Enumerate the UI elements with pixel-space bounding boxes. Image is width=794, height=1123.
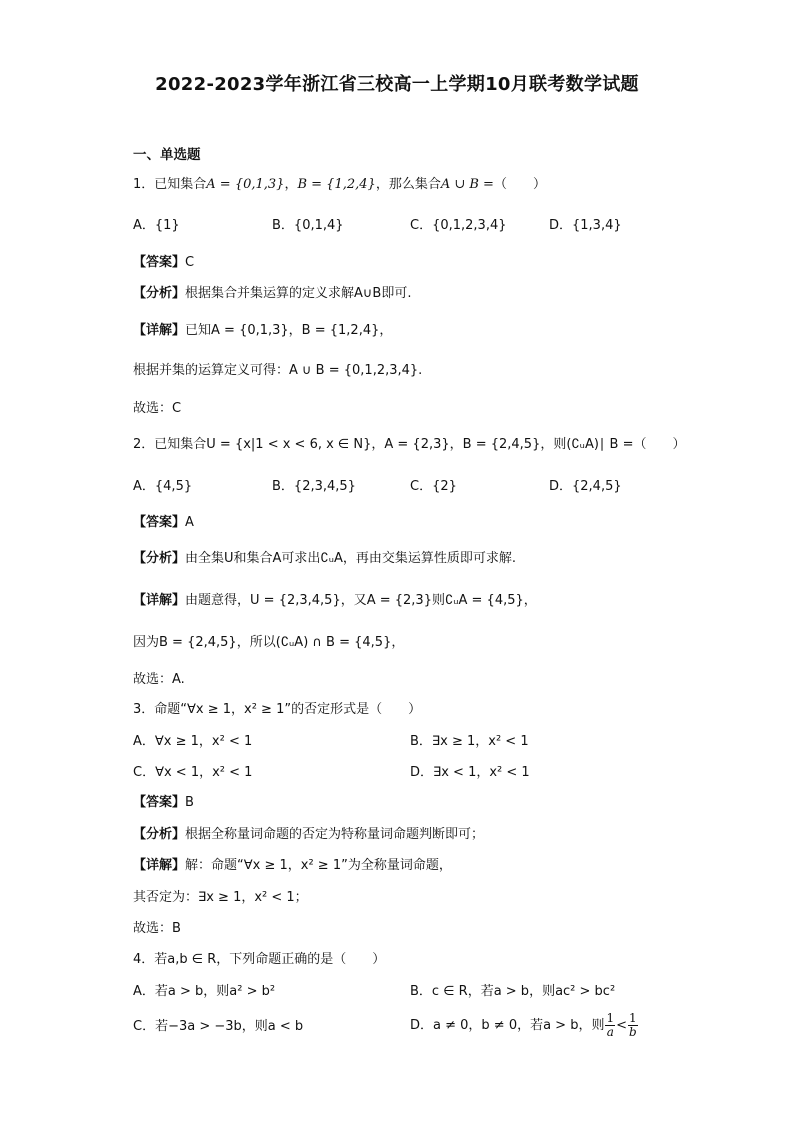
q4-option-b: B．c ∈ R，若a > b，则ac² > bc² [410, 984, 616, 999]
q1-paren: （ ） [493, 177, 546, 192]
question-1-stem: 1．已知集合A = {0,1,3}，B = {1,2,4}，那么集合A ∪ B =（ ） [133, 177, 546, 192]
q1-option-c: C．{0,1,2,3,4} [410, 218, 507, 233]
q4-option-d [410, 1012, 639, 1039]
q1-set-a: A = {0,1,3} [206, 177, 285, 192]
q2-analysis [133, 550, 516, 568]
q2-detail-text: 由题意得，U = {2,3,4,5}，又A = {2,3}则∁ᵤA = {4,5}， [185, 593, 537, 608]
q2-detail [133, 592, 537, 610]
q2-analysis-text: 由全集U和集合A可求出∁ᵤA，再由交集运算性质即可求解. [185, 551, 516, 566]
q3-choose: 故选：B [133, 921, 181, 936]
q1-prefix: 1．已知集合 [133, 177, 207, 192]
q1-detail [133, 322, 392, 340]
q1-detail-2: 根据并集的运算定义可得：A ∪ B = {0,1,2,3,4}. [133, 363, 423, 378]
q1-option-b: B．{0,1,4} [272, 218, 344, 233]
detail-tag: 【详解】 [133, 858, 186, 873]
q3-detail-text: 解：命题“∀x ≥ 1，x² ≥ 1”为全称量词命题， [185, 858, 452, 873]
question-4-stem: 4．若a,b ∈ R，下列命题正确的是（ ） [133, 952, 386, 967]
fraction-denominator: a [606, 1025, 614, 1039]
q2-option-c: C．{2} [410, 479, 457, 494]
q1-answer-value: C [185, 255, 195, 270]
q4-option-a: A．若a > b，则a² > b² [133, 984, 276, 999]
q1-option-d: D．{1,3,4} [549, 218, 622, 233]
q1-set-b: B = {1,2,4} [297, 177, 376, 192]
page-title: 2022-2023学年浙江省三校高一上学期10月联考数学试题 [155, 74, 639, 95]
q4-option-c: C．若−3a > −3b，则a < b [133, 1019, 304, 1034]
analysis-tag: 【分析】 [133, 551, 186, 566]
q1-answer [133, 254, 194, 272]
less-than-sign: < [616, 1018, 628, 1033]
q3-detail-2: 其否定为：∃x ≥ 1，x² < 1； [133, 890, 308, 905]
q1-detail-text: 已知A = {0,1,3}，B = {1,2,4}， [185, 323, 393, 338]
fraction-1-over-a [605, 1012, 615, 1039]
q2-answer [133, 514, 194, 532]
q2-option-d: D．{2,4,5} [549, 479, 622, 494]
q4-option-d-prefix: D．a ≠ 0，b ≠ 0，若a > b，则 [410, 1018, 605, 1033]
q3-option-b: B．∃x ≥ 1，x² < 1 [410, 734, 529, 749]
q3-option-c: C．∀x < 1，x² < 1 [133, 765, 253, 780]
answer-tag: 【答案】 [133, 515, 186, 530]
analysis-tag: 【分析】 [133, 827, 186, 842]
section-heading: 一、单选题 [133, 147, 201, 163]
analysis-tag: 【分析】 [133, 286, 186, 301]
question-2-stem: 2．已知集合U = {x|1 < x < 6, x ∈ N}，A = {2,3}，B = {2,4,5}，则(∁ᵤA)∣ B =（ ） [133, 437, 686, 452]
q3-answer-value: B [185, 795, 194, 810]
q1-analysis [133, 285, 411, 303]
q2-choose: 故选：A. [133, 672, 185, 687]
question-3-stem: 3．命题“∀x ≥ 1，x² ≥ 1”的否定形式是（ ） [133, 702, 422, 717]
q3-analysis [133, 826, 484, 844]
q3-answer [133, 794, 194, 812]
fraction-numerator: 1 [606, 1011, 615, 1025]
detail-tag: 【详解】 [133, 593, 186, 608]
q3-analysis-text: 根据全称量词命题的否定为特称量词命题判断即可； [185, 827, 485, 842]
answer-tag: 【答案】 [133, 255, 186, 270]
answer-tag: 【答案】 [133, 795, 186, 810]
q2-detail-2: 因为B = {2,4,5}，所以(∁ᵤA) ∩ B = {4,5}， [133, 635, 405, 650]
q3-option-a: A．∀x ≥ 1，x² < 1 [133, 734, 253, 749]
q2-answer-value: A [185, 515, 194, 530]
fraction-numerator: 1 [629, 1011, 637, 1025]
q1-expr: A ∪ B = [440, 177, 494, 192]
q3-option-d: D．∃x < 1，x² < 1 [410, 765, 530, 780]
q1-choose: 故选：C [133, 401, 182, 416]
q2-option-b: B．{2,3,4,5} [272, 479, 356, 494]
q2-option-a: A．{4,5} [133, 479, 193, 494]
q1-suffix: ，那么集合 [375, 177, 441, 192]
q1-option-a: A．{1} [133, 218, 180, 233]
fraction-denominator: b [628, 1025, 637, 1039]
fraction-1-over-b [628, 1012, 638, 1039]
q3-detail [133, 857, 452, 875]
detail-tag: 【详解】 [133, 323, 186, 338]
q1-analysis-text: 根据集合并集运算的定义求解A∪B即可. [185, 286, 412, 301]
